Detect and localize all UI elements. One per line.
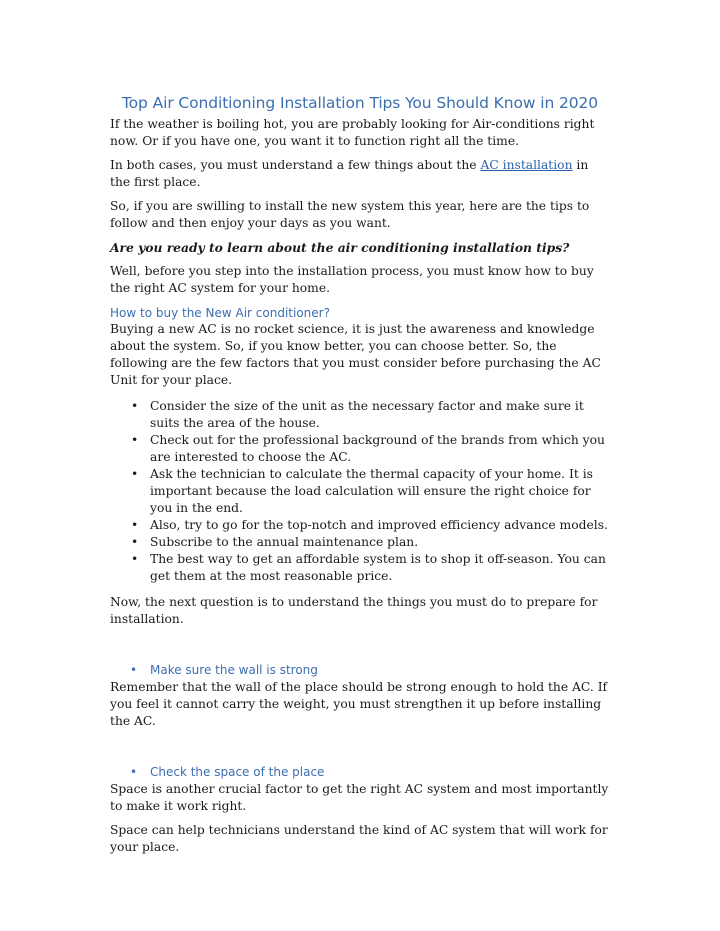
list-item-text: Subscribe to the annual maintenance plan. bbox=[150, 535, 419, 549]
section-buy-paragraph: Buying a new AC is no rocket science, it is just the awareness and knowledge about the system. So, if you know better, you can choose better. So, the following are the few factors that you must consider before purchasing the AC Unit for your place. bbox=[110, 322, 601, 387]
list-item bbox=[131, 432, 610, 466]
list-item-text: Check out for the professional background of the brands from which you are interested to choose the AC. bbox=[150, 433, 605, 464]
section-heading-wall bbox=[110, 663, 610, 677]
section-heading-space bbox=[110, 765, 610, 779]
list-item bbox=[131, 466, 610, 517]
section-wall-paragraph: Remember that the wall of the place should be strong enough to hold the AC. If you feel it cannot carry the weight, you must strengthen it up before installing the AC. bbox=[110, 680, 608, 728]
intro-paragraph-1: If the weather is boiling hot, you are probably looking for Air-conditions right now. Or if you have one, you want it to function right all the time. bbox=[110, 117, 595, 148]
ac-installation-link[interactable]: AC installation bbox=[480, 158, 573, 172]
bullet-icon: • bbox=[131, 467, 139, 481]
section-heading-buy: How to buy the New Air conditioner? bbox=[110, 306, 330, 320]
bullet-icon: • bbox=[130, 663, 138, 677]
list-item bbox=[131, 517, 610, 534]
bullet-icon: • bbox=[131, 535, 139, 549]
intro-paragraph-2-after: in the first place. bbox=[110, 158, 589, 189]
list-item-text: Ask the technician to calculate the thermal capacity of your home. It is important because the load calculation will ensure the right choice for you in the end. bbox=[150, 467, 593, 515]
list-item-text: The best way to get an affordable system is to shop it off-season. You can get them at the most reasonable price. bbox=[150, 552, 606, 583]
section-heading-space-text: Check the space of the place bbox=[150, 765, 325, 779]
intro-paragraph-3: So, if you are swilling to install the new system this year, here are the tips to follow and then enjoy your days as you want. bbox=[110, 199, 590, 230]
intro-paragraph-4: Well, before you step into the installation process, you must know how to buy the right AC system for your home. bbox=[110, 264, 594, 295]
question-line: Are you ready to learn about the air conditioning installation tips? bbox=[110, 240, 570, 255]
section-space-paragraph-2: Space can help technicians understand the kind of AC system that will work for your place. bbox=[110, 823, 608, 854]
list-item bbox=[131, 398, 610, 432]
bullet-icon: • bbox=[131, 518, 139, 532]
bullet-icon: • bbox=[131, 399, 139, 413]
section-buy-closing: Now, the next question is to understand the things you must do to prepare for installation. bbox=[110, 595, 598, 626]
list-item-text: Consider the size of the unit as the necessary factor and make sure it suits the area of the house. bbox=[150, 399, 584, 430]
intro-paragraph-2 bbox=[110, 157, 610, 191]
list-item-text: Also, try to go for the top-notch and improved efficiency advance models. bbox=[150, 518, 608, 532]
intro-paragraph-2-before: In both cases, you must understand a few things about the bbox=[110, 158, 481, 172]
bullet-icon: • bbox=[130, 765, 138, 779]
list-item bbox=[131, 534, 610, 551]
section-space-paragraph-1: Space is another crucial factor to get the right AC system and most importantly to make it work right. bbox=[110, 782, 609, 813]
buying-tips-list bbox=[110, 398, 610, 585]
bullet-icon: • bbox=[131, 552, 139, 566]
page-title: Top Air Conditioning Installation Tips You Should Know in 2020 bbox=[121, 94, 599, 112]
section-heading-wall-text: Make sure the wall is strong bbox=[150, 663, 318, 677]
bullet-icon: • bbox=[131, 433, 139, 447]
list-item bbox=[131, 551, 610, 585]
